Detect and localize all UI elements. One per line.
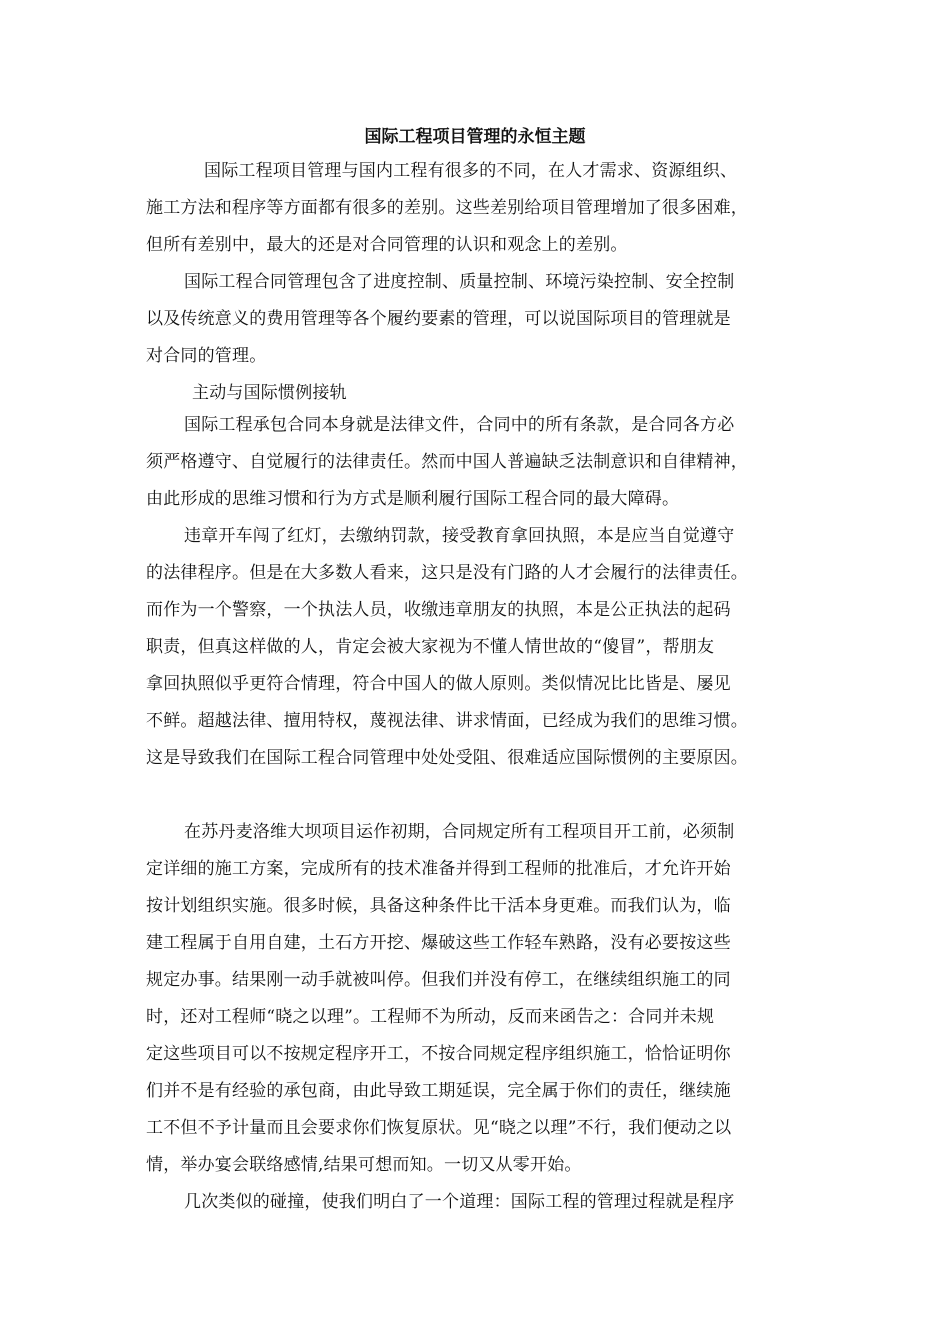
paragraph-line: 在苏丹麦洛维大坝项目运作初期，合同规定所有工程项目开工前，必须制 bbox=[184, 822, 735, 842]
paragraph-line: 们并不是有经验的承包商，由此导致工期延误，完全属于你们的责任，继续施 bbox=[146, 1081, 731, 1101]
paragraph-line: 几次类似的碰撞，使我们明白了一个道理：国际工程的管理过程就是程序 bbox=[184, 1192, 735, 1212]
paragraph-line: 情，举办宴会联络感情,结果可想而知。一切又从零开始。 bbox=[146, 1155, 582, 1175]
paragraph-line: 但所有差别中，最大的还是对合同管理的认识和观念上的差别。 bbox=[146, 235, 628, 255]
paragraph-line: 规定办事。结果刚一动手就被叫停。但我们并没有停工，在继续组织施工的同 bbox=[146, 970, 731, 990]
paragraph-line: 定详细的施工方案，完成所有的技术准备并得到工程师的批准后，才允许开始 bbox=[146, 859, 731, 879]
paragraph-line: 国际工程合同管理包含了进度控制、质量控制、环境污染控制、安全控制 bbox=[184, 272, 735, 292]
paragraph-line: 国际工程项目管理与国内工程有很多的不同，在人才需求、资源组织、 bbox=[204, 161, 738, 181]
paragraph-line: 而作为一个警察，一个执法人员，收缴违章朋友的执照，本是公正执法的起码 bbox=[146, 600, 731, 620]
section-heading: 主动与国际惯例接轨 bbox=[192, 383, 347, 403]
paragraph-line: 工不但不予计量而且会要求你们恢复原状。见“晓之以理”不行，我们便动之以 bbox=[146, 1118, 732, 1138]
paragraph-line: 国际工程承包合同本身就是法律文件，合同中的所有条款，是合同各方必 bbox=[184, 415, 735, 435]
paragraph-line: 职责，但真这样做的人，肯定会被大家视为不懂人情世故的“傻冒”，帮朋友 bbox=[146, 637, 715, 657]
paragraph-line: 时，还对工程师“晓之以理”。工程师不为所动，反而来函告之：合同并未规 bbox=[146, 1007, 715, 1027]
paragraph-line: 须严格遵守、自觉履行的法律责任。然而中国人普遍缺乏法制意识和自律精神， bbox=[146, 452, 748, 472]
paragraph-line: 以及传统意义的费用管理等各个履约要素的管理，可以说国际项目的管理就是 bbox=[146, 309, 731, 329]
paragraph-line: 按计划组织实施。很多时候，具备这种条件比干活本身更难。而我们认为，临 bbox=[146, 896, 731, 916]
paragraph-line: 的法律程序。但是在大多数人看来，这只是没有门路的人才会履行的法律责任。 bbox=[146, 563, 748, 583]
paragraph-line: 建工程属于自用自建，土石方开挖、爆破这些工作轻车熟路，没有必要按这些 bbox=[146, 933, 731, 953]
paragraph-line: 违章开车闯了红灯，去缴纳罚款，接受教育拿回执照，本是应当自觉遵守 bbox=[184, 526, 735, 546]
document-title: 国际工程项目管理的永恒主题 bbox=[364, 127, 586, 147]
paragraph-line: 拿回执照似乎更符合情理，符合中国人的做人原则。类似情况比比皆是、屡见 bbox=[146, 674, 731, 694]
paragraph-line: 由此形成的思维习惯和行为方式是顺利履行国际工程合同的最大障碍。 bbox=[146, 489, 680, 509]
paragraph-line: 不鲜。超越法律、擅用特权，蔑视法律、讲求情面，已经成为我们的思维习惯。 bbox=[146, 711, 748, 731]
paragraph-line: 对合同的管理。 bbox=[146, 346, 267, 366]
paragraph-line: 定这些项目可以不按规定程序开工，不按合同规定程序组织施工，恰恰证明你 bbox=[146, 1044, 731, 1064]
paragraph-line: 这是导致我们在国际工程合同管理中处处受阻、很难适应国际惯例的主要原因。 bbox=[146, 748, 748, 768]
paragraph-line: 施工方法和程序等方面都有很多的差别。这些差别给项目管理增加了很多困难， bbox=[146, 198, 748, 218]
